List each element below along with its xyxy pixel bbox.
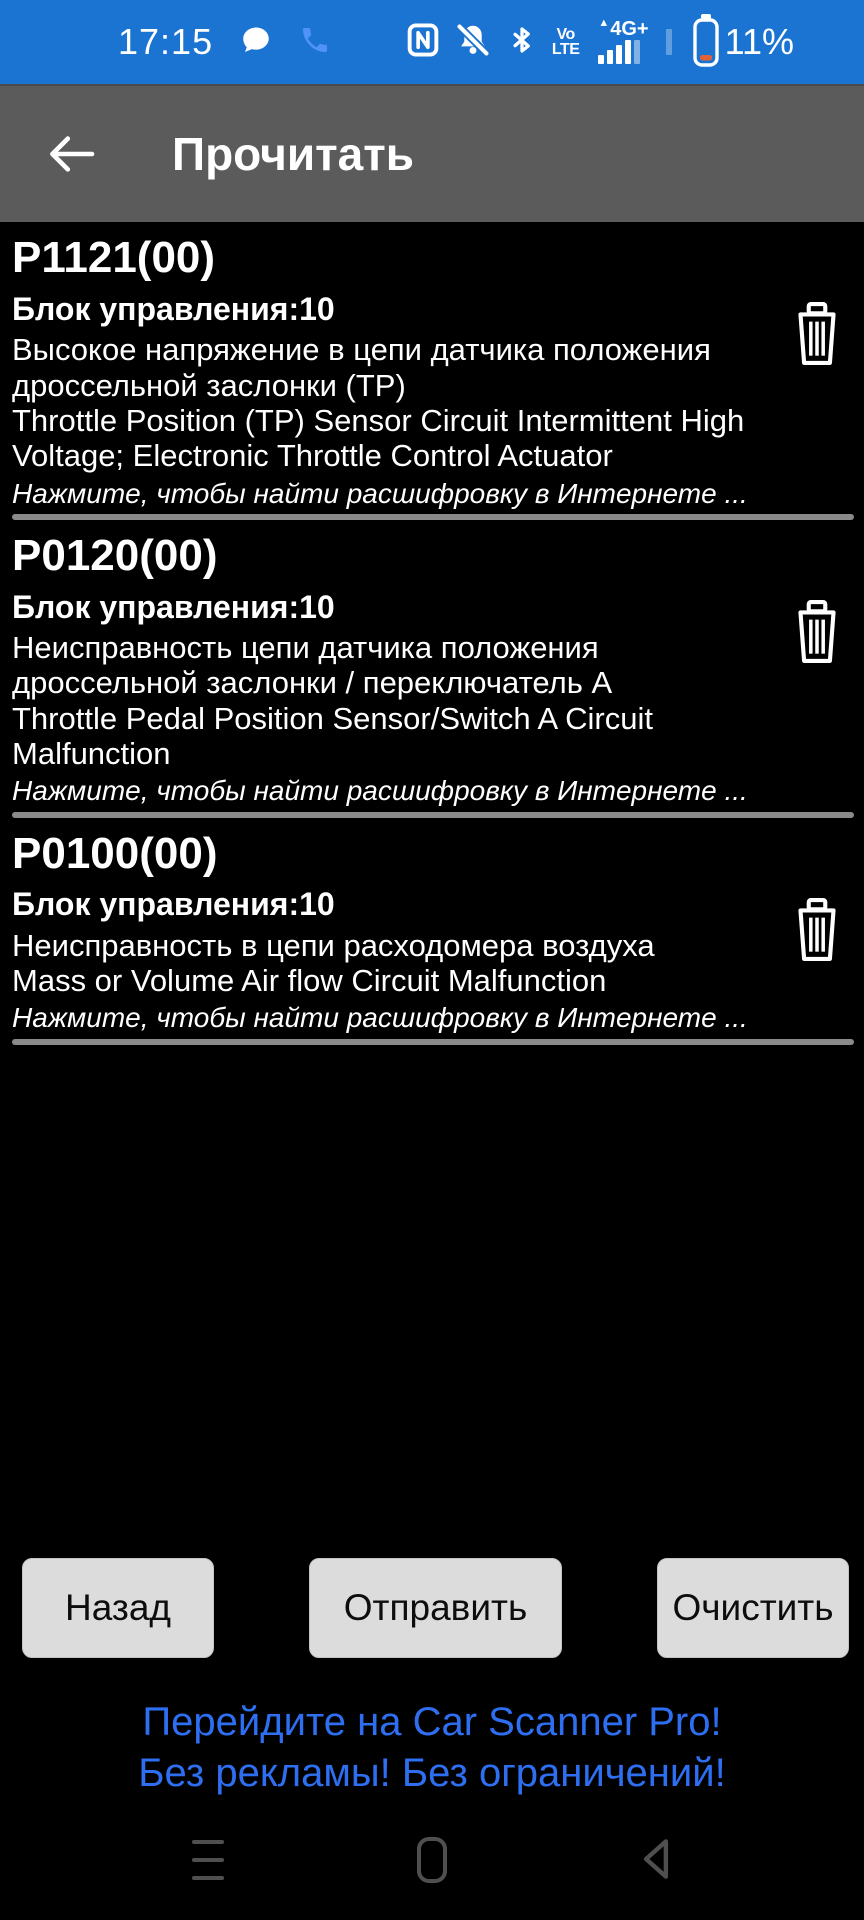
footer-button-row — [0, 1558, 864, 1658]
trash-icon — [792, 652, 842, 667]
dtc-description-ru: Неисправность в цепи расходомера воздуха — [12, 927, 655, 963]
dtc-code: P1121(00) — [12, 233, 216, 282]
recents-icon — [192, 1840, 224, 1880]
secondary-signal-bar — [666, 29, 672, 55]
message-bubble-icon — [239, 23, 273, 62]
nav-back-button[interactable] — [632, 1830, 680, 1890]
dtc-lookup-hint[interactable]: Нажмите, чтобы найти расшифровку в Интернете ... — [12, 477, 748, 509]
dtc-control-module: Блок управления:10 — [12, 588, 335, 625]
dtc-description-en: Mass or Volume Air flow Circuit Malfunction — [12, 963, 607, 999]
bell-muted-icon — [454, 21, 492, 64]
back-arrow-icon[interactable] — [40, 124, 100, 184]
app-bar — [0, 84, 864, 222]
dtc-entry[interactable] — [0, 818, 864, 1045]
trash-icon — [792, 354, 842, 369]
dtc-control-module: Блок управления:10 — [12, 886, 335, 923]
dtc-text-block — [12, 530, 864, 809]
page-title: Прочитать — [172, 128, 415, 180]
dtc-lookup-hint[interactable]: Нажмите, чтобы найти расшифровку в Интернете ... — [12, 775, 748, 807]
dtc-description-en: Throttle Position (TP) Sensor Circuit Intermittent High Voltage; Electronic Throttle Control Actuator — [12, 402, 745, 474]
nfc-icon — [407, 23, 439, 62]
status-bar-left — [118, 21, 331, 63]
battery-percent: 11% — [724, 21, 794, 62]
home-icon — [417, 1837, 447, 1883]
dtc-list — [0, 222, 864, 1045]
pro-upgrade-line2: Без рекламы! Без ограничений! — [138, 1751, 726, 1796]
signal-bars-icon: ▲ 4G+ — [598, 20, 648, 64]
dtc-entry[interactable] — [0, 222, 864, 520]
back-triangle-icon — [639, 1837, 673, 1884]
dtc-text-block — [12, 232, 864, 511]
delete-dtc-button[interactable] — [792, 600, 842, 664]
android-nav-bar — [0, 1800, 864, 1920]
delete-dtc-button[interactable] — [792, 302, 842, 366]
nav-recents-button[interactable] — [184, 1830, 232, 1890]
trash-icon — [792, 950, 842, 965]
delete-dtc-button[interactable] — [792, 898, 842, 962]
network-type-label: 4G+ — [610, 18, 649, 40]
clock: 17:15 — [118, 21, 214, 62]
nav-home-button[interactable] — [408, 1830, 456, 1890]
dtc-entry[interactable] — [0, 520, 864, 818]
dtc-description-en: Throttle Pedal Position Sensor/Switch A Circuit Malfunction — [12, 700, 653, 772]
divider — [12, 1039, 854, 1045]
pro-upgrade-banner[interactable] — [0, 1697, 864, 1799]
clear-button[interactable]: Очистить — [657, 1558, 849, 1658]
back-button[interactable]: Назад — [22, 1558, 214, 1658]
phone-call-icon — [299, 24, 331, 61]
volte-icon: Vo LTE — [551, 25, 580, 58]
dtc-description-ru: Высокое напряжение в цепи датчика положения дроссельной заслонки (TP) — [12, 332, 711, 403]
battery-low-icon — [691, 13, 721, 72]
dtc-control-module: Блок управления:10 — [12, 290, 335, 327]
pro-upgrade-line1: Перейдите на Car Scanner Pro! — [142, 1700, 722, 1744]
dtc-code: P0100(00) — [12, 828, 218, 878]
status-bar-right — [407, 13, 794, 72]
dtc-description-ru: Неисправность цепи датчика положения дроссельной заслонки / переключатель А — [12, 630, 613, 701]
send-button[interactable]: Отправить — [309, 1558, 562, 1658]
status-bar — [0, 0, 864, 84]
dtc-text-block — [12, 828, 864, 1036]
bluetooth-icon — [507, 23, 537, 62]
dtc-code: P0120(00) — [12, 530, 218, 580]
dtc-lookup-hint[interactable]: Нажмите, чтобы найти расшифровку в Интернете ... — [12, 1002, 748, 1034]
